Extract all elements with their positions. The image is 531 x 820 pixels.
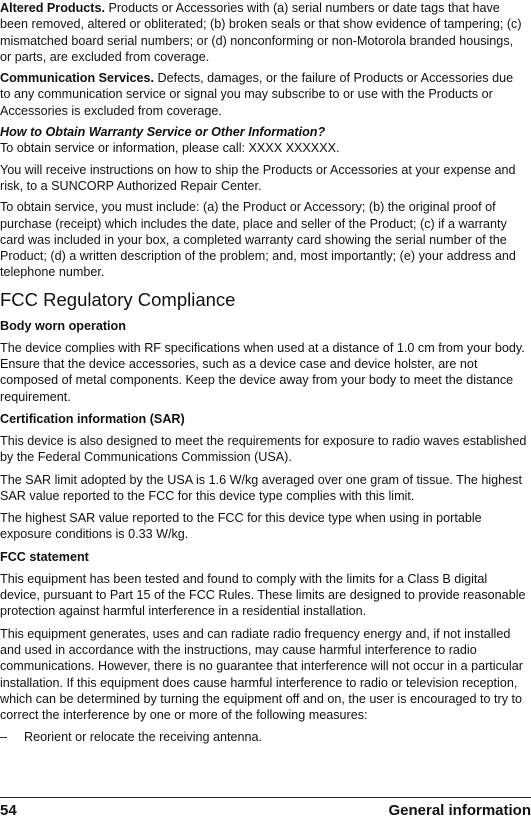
- communication-services-text: Defects, damages, or the failure of Products or Accessories due to any communication service or signal you may subscribe to or use with the Products or Accessories is excluded from coverage.: [0, 71, 514, 118]
- measures-list: [0, 729, 527, 745]
- list-dash-marker: –: [0, 730, 8, 745]
- body-worn-paragraph: The device complies with RF specifications when used at a distance of 1.0 cm from your body. Ensure that the device accessories, such as a device case and device holster, are not composed of metal components. Keep the device away from your body to meet the distance requirement.: [0, 340, 525, 404]
- how-to-obtain-title: How to Obtain Warranty Service or Other Information?: [0, 125, 326, 140]
- shipping-instructions-paragraph: You will receive instructions on how to ship the Products or Accessories at your expense and risk, to a SUNCORP Authorized Repair Center.: [0, 162, 516, 193]
- list-item: [0, 729, 527, 745]
- list-item-text: Reorient or relocate the receiving antenna.: [24, 730, 263, 745]
- sar-paragraph-1: This device is also designed to meet the requirements for exposure to radio waves established by the Federal Communications Commission (USA).: [0, 433, 527, 465]
- body-worn-heading: Body worn operation: [0, 318, 126, 333]
- fcc-statement-paragraph-2: This equipment generates, uses and can radiate radio frequency energy and, if not installed and used in accordance with the instructions, may cause harmful interference to radio communications. However, there is no guarantee that interference will not occur in a particular installation. If this equipment does cause harmful interference to radio or television reception, which can be determined by turning the equipment off and on, the user is encouraged to try to correct the interference by one or more of the following measures:: [0, 626, 523, 723]
- how-to-obtain-paragraph: [0, 124, 527, 157]
- altered-products-text: Products or Accessories with (a) serial numbers or date tags that have been removed, altered or obliterated; (b) broken seals or that show evidence of tampering; (c) mismatched board serial numbers; or (d) nonconforming or non-Motorola branded housings, or parts, are excluded from coverage.: [0, 1, 522, 64]
- sar-paragraph-2: The SAR limit adopted by the USA is 1.6 W/kg averaged over one gram of tissue. The highest SAR value reported to the FCC for this device type complies with this limit.: [0, 472, 522, 503]
- communication-services-paragraph: [0, 70, 527, 119]
- fcc-statement-heading: FCC statement: [0, 549, 89, 564]
- fcc-statement-paragraph-1: This equipment has been tested and found to comply with the limits for a Class B digital device, pursuant to Part 15 of the FCC Rules. These limits are designed to provide reasonable protection against harmful interference in a residential installation.: [0, 571, 526, 619]
- footer-section-title: General information: [388, 802, 531, 819]
- altered-products-title: Altered Products.: [0, 1, 105, 15]
- fcc-section-title: FCC Regulatory Compliance: [0, 288, 236, 310]
- altered-products-paragraph: [0, 0, 527, 65]
- page-number: 54: [0, 802, 17, 819]
- sar-heading: Certification information (SAR): [0, 411, 185, 426]
- warranty-section: [0, 0, 527, 281]
- service-requirements-paragraph: To obtain service, you must include: (a) the Product or Accessory; (b) the original proof of purchase (receipt) which includes the date, place and seller of the Product; (c) if a warranty card was included in your box, a completed warranty card showing the serial number of the Product; (d) a written description of the problem; and, most importantly; (e) your address and telephone number.: [0, 200, 516, 280]
- service-call-text: To obtain service or information, please call: XXXX XXXXXX.: [0, 141, 340, 156]
- communication-services-title: Communication Services.: [0, 71, 154, 86]
- sar-paragraph-3: The highest SAR value reported to the FCC for this device type when using in portable exposure conditions is 0.33 W/kg.: [0, 511, 482, 542]
- page-footer: [0, 797, 531, 820]
